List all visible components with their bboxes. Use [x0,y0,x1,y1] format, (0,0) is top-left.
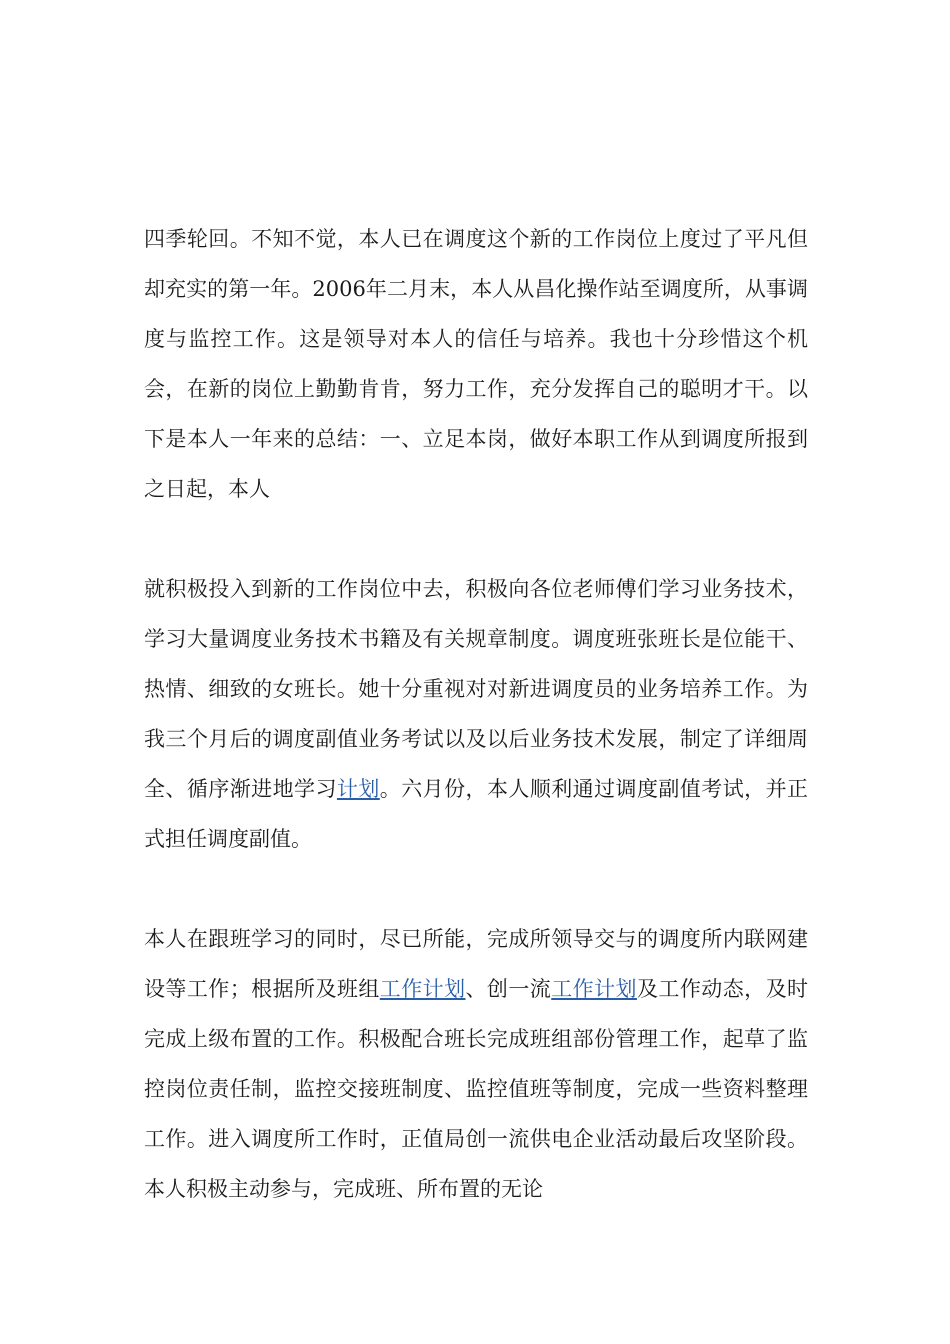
paragraph-2-text: 就积极投入到新的工作岗位中去，积极向各位老师傅们学习业务技术，学习大量调度业务技术书籍及有关规章制度。调度班张班长是位能干、热情、细致的女班长。她十分重视对对新进调度员的业务培养工作。为我三个月后的调度副值业务考试以及以后业务技术发展，制定了详细周全、循序渐进地学习 [144,577,808,801]
document-body [144,214,808,1264]
plan-link[interactable]: 计划 [336,777,380,801]
paragraph-3-text-end: 及工作动态，及时完成上级布置的工作。积极配合班长完成班组部份管理工作，起草了监控岗位责任制，监控交接班制度、监控值班等制度，完成一些资料整理工作。进入调度所工作时，正值局创一流供电企业活动最后攻坚阶段。本人积极主动参与，完成班、所布置的无论 [144,977,809,1201]
work-plan-link-1[interactable]: 工作计划 [379,977,466,1001]
paragraph-2 [144,564,808,864]
paragraph-3 [144,914,808,1214]
paragraph-2-text-end: 。六月份，本人顺利通过调度副值考试，并正式担任调度副值。 [144,777,809,851]
paragraph-3-text: 本人在跟班学习的同时，尽已所能，完成所领导交与的调度所内联网建设等工作；根据所及班组 [144,927,808,1001]
paragraph-1-text: 四季轮回。不知不觉，本人已在调度这个新的工作岗位上度过了平凡但却充实的第一年。2006年二月末，本人从昌化操作站至调度所，从事调度与监控工作。这是领导对本人的信任与培养。我也十分珍惜这个机会，在新的岗位上勤勤肯肯，努力工作，充分发挥自己的聪明才干。以下是本人一年来的总结：一、立足本岗，做好本职工作从到调度所报到之日起，本人 [144,227,808,501]
work-plan-link-2[interactable]: 工作计划 [551,977,637,1001]
paragraph-3-text-middle: 、创一流 [465,977,552,1001]
paragraph-1 [144,214,808,514]
